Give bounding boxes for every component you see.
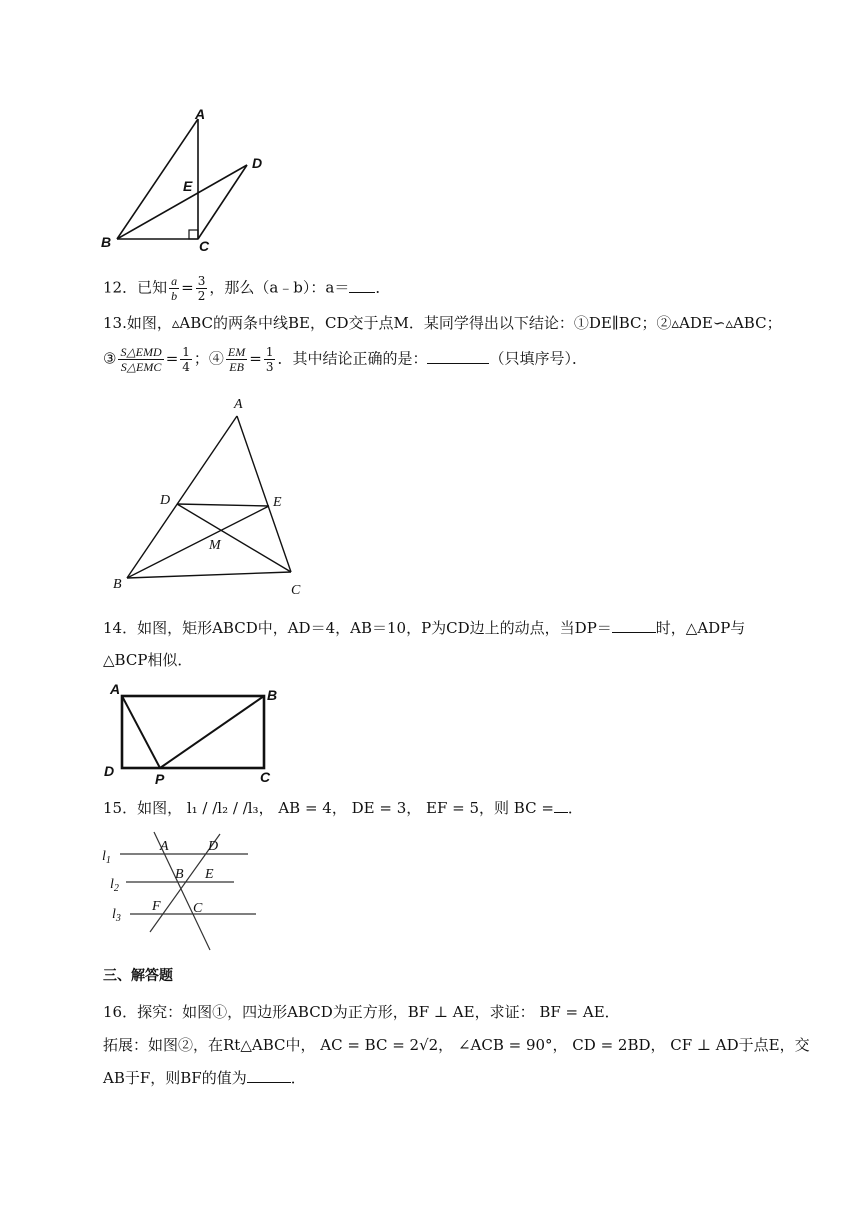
question-16-line1 [103, 1002, 620, 1022]
fraction-area-ratio: $\frac{\text{S△EMD}}{\text{S△EMC}}$ [120, 345, 162, 374]
figure-q14 [100, 680, 290, 790]
figure-q13 [105, 392, 315, 602]
question-16-line3 [103, 1068, 306, 1088]
question-16-line2 [103, 1035, 810, 1055]
point-c-label: C [193, 901, 203, 916]
point-m-label: M [209, 538, 221, 553]
q14-line1-text: 14．如图，矩形ABCD中，AD＝4，AB＝10，P为CD边上的动点，当DP＝ [103, 619, 612, 637]
q13-line1-text: 如图，▵ABC的两条中线BE，CD交于点M．某同学得出以下结论：①DE∥BC；②▵ADE∽▵ABC； [126, 314, 782, 332]
point-d-label: D [208, 839, 219, 854]
q13-tail: ．其中结论正确的是： [277, 349, 428, 368]
point-c-label: C [199, 238, 210, 254]
q13-c3-prefix: ③ [103, 349, 117, 368]
question-14-line1 [103, 618, 745, 638]
answer-blank[interactable] [349, 278, 375, 293]
fraction-a-b: $\frac{a}{b}$ [171, 274, 178, 303]
point-e-label: E [183, 178, 193, 194]
q14-line1b-text: 时，△ADP与 [655, 619, 746, 637]
point-a-label: A [110, 681, 121, 697]
line-l1-label: $l_1$ [102, 849, 111, 866]
answer-blank[interactable] [427, 349, 489, 364]
q16-line3-text: AB于F，则BF的值为 [103, 1069, 247, 1087]
q13-tail2: （只填序号）． [489, 349, 587, 368]
point-e-label: E [205, 867, 214, 882]
q16-line3-end: ． [290, 1069, 306, 1087]
point-c-label: C [260, 769, 271, 785]
fraction-1-3: $\frac{1}{3}$ [265, 345, 274, 374]
question-14-line2 [103, 650, 192, 670]
line-l3-label: $l_3$ [112, 907, 121, 924]
q15-end: ． [567, 799, 583, 817]
point-c-label: C [291, 583, 301, 598]
question-number: 12 [103, 278, 123, 297]
point-f-label: F [152, 899, 161, 914]
question-13-line2 [103, 345, 587, 374]
question-12: 12．已知 $\frac{a}{b}$ = $\frac{3}{2}$ ，那么（a﹣b）：a＝ ． [103, 274, 391, 303]
point-d-label: D [104, 763, 115, 779]
equals-sign: = [165, 349, 179, 368]
answer-blank[interactable] [247, 1068, 291, 1083]
figure-q15 [98, 826, 268, 956]
point-b-label: B [101, 234, 112, 250]
q12-text2: ，那么（a﹣b）：a＝ [209, 278, 350, 297]
point-a-label: A [160, 839, 169, 854]
q12-text1: 已知 [137, 278, 168, 297]
fraction-1-4: $\frac{1}{4}$ [182, 345, 190, 374]
point-e-label: E [273, 495, 282, 510]
point-b-label: B [175, 867, 184, 882]
point-d-label: D [160, 493, 171, 508]
point-d-label: D [252, 155, 263, 171]
question-13-line1: 13.如图，▵ABC的两条中线BE，CD交于点M．某同学得出以下结论：①DE∥BC；②▵ADE∽▵ABC； [103, 314, 782, 332]
question-15 [103, 798, 583, 818]
q16-line1-text: 16．探究：如图①，四边形ABCD为正方形，BF ⊥ AE，求证： BF = AE． [103, 1003, 620, 1021]
q13-sep: ；④ [193, 349, 224, 368]
fraction-em-eb: $\frac{EM}{EB}$ [227, 345, 246, 374]
section-heading [103, 966, 173, 986]
question-number: 13 [103, 314, 123, 332]
point-a-label: A [195, 106, 206, 122]
figure-q11 [95, 105, 275, 255]
q16-line2-text: 拓展：如图②，在Rt△ABC中， AC = BC = 2√2， ∠ACB = 90°， CD = 2BD， CF ⊥ AD于点E，交 [103, 1036, 810, 1054]
q15-text: 15．如图， l₁ / /l₂ / /l₃， AB = 4， DE = 3， EF = 5，则 BC = [103, 799, 554, 817]
point-b-label: B [113, 577, 122, 592]
point-p-label: P [155, 771, 165, 787]
line-l2-label: $l_2$ [110, 877, 119, 894]
answer-blank[interactable] [612, 618, 656, 633]
equals-sign: = [181, 278, 194, 297]
q12-end: ． [375, 278, 391, 297]
equals-sign: = [249, 349, 262, 368]
fraction-3-2: $\frac{3}{2}$ [197, 274, 206, 303]
section-title: 三、解答题 [103, 968, 173, 984]
answer-blank[interactable] [554, 798, 568, 813]
q14-line2-text: △BCP相似． [103, 651, 193, 669]
point-a-label: A [234, 397, 243, 412]
point-b-label: B [267, 687, 278, 703]
